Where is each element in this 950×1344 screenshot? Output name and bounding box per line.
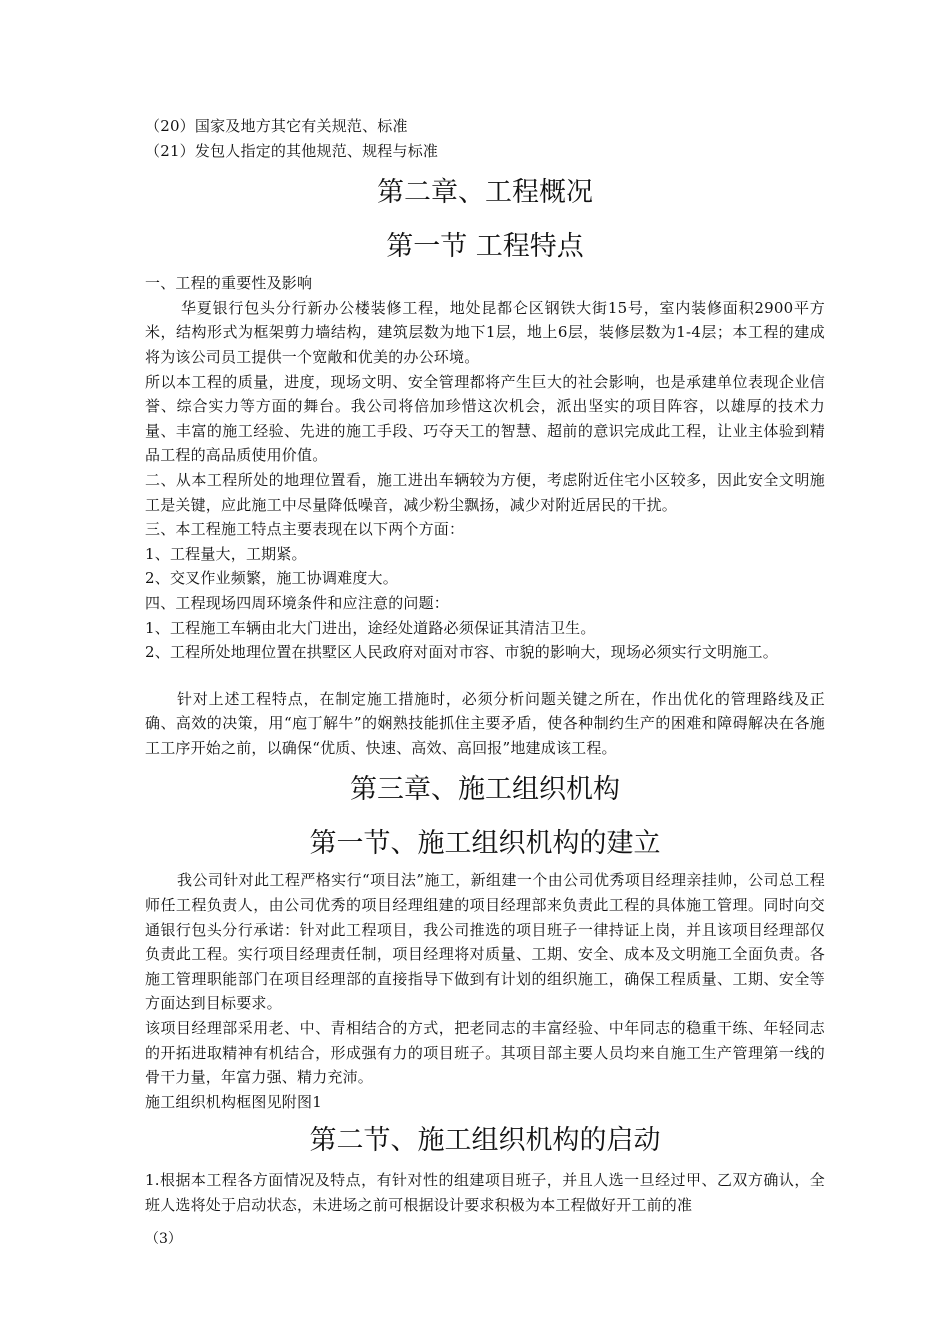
list-item: （20）国家及地方其它有关规范、标准 <box>145 117 408 135</box>
paragraph: 该项目经理部采用老、中、青相结合的方式，把老同志的丰富经验、中年同志的稳重干练、年轻同志的开拓进取精神有机结合，形成强有力的项目班子。其项目部主要人员均来自施工生产管理第一线的骨干力量，年富力强、精力充沛。 <box>145 1019 825 1087</box>
paragraph: 四、工程现场四周环境条件和应注意的问题： <box>145 593 450 612</box>
paragraph: 所以本工程的质量，进度，现场文明、安全管理都将产生巨大的社会影响，也是承建单位表现企业信誉、综合实力等方面的舞台。我公司将倍加珍惜这次机会，派出坚实的项目阵容，以雄厚的技术力量、丰富的施工经验、先进的施工手段、巧夺天工的智慧、超前的意识完成此工程，让业主体验到精品工程的高品质使用价值。 <box>145 372 825 465</box>
paragraph: 我公司针对此工程严格实行“项目法”施工，新组建一个由公司优秀项目经理亲挂帅，公司总工程师任工程负责人，由公司优秀的项目经理组建的项目经理部来负责此工程的具体施工管理。同时向交通银行包头分行承诺：针对此工程项目，我公司推选的项目班子一律持证上岗，并且该项目经理部仅负责此工程。实行项目经理责任制，项目经理将对质量、工期、安全、成本及文明施工全面负责。各施工管理职能部门在项目经理部的直接指导下做到有计划的组织施工，确保工程质量、工期、安全等方面达到目标要求。 <box>145 871 825 1013</box>
paragraph: 华夏银行包头分行新办公楼装修工程，地处昆都仑区钢铁大街15号，室内装修面积2900平方米，结构形式为框架剪力墙结构，建筑层数为地下1层，地上6层，装修层数为1-4层；本工程的建成将为该公司员工提供一个宽敞和优美的办公环境。 <box>145 298 825 366</box>
section-title: 第一节、施工组织机构的建立 <box>309 828 661 860</box>
paragraph: 二、从本工程所处的地理位置看，施工进出车辆较为方便，考虑附近住宅小区较多，因此安全文明施工是关键，应此施工中尽量降低噪音，减少粉尘飘扬，减少对附近居民的干扰。 <box>145 470 825 514</box>
list-item: 2、交叉作业频繁，施工协调难度大。 <box>145 569 398 588</box>
page-number: （3） <box>145 1231 182 1247</box>
paragraph: 1.根据本工程各方面情况及特点，有针对性的组建项目班子，并且人选一旦经过甲、乙双方确认，全班人选将处于启动状态，未进场之前可根据设计要求积极为本工程做好开工前的准 <box>145 1171 825 1214</box>
list-item: 1、工程量大，工期紧。 <box>145 544 307 563</box>
document-body <box>145 114 825 1218</box>
paragraph: 三、本工程施工特点主要表现在以下两个方面： <box>145 520 465 539</box>
section-title: 第一节 工程特点 <box>386 231 584 263</box>
chapter-title: 第二章、工程概况 <box>377 177 593 209</box>
paragraph: 针对上述工程特点，在制定施工措施时，必须分析问题关键之所在，作出优化的管理路线及正确、高效的决策，用“庖丁解牛”的娴熟技能抓住主要矛盾，使各种制约生产的困难和障碍解决在各施工工序开始之前，以确保“优质、快速、高效、高回报”地建成该工程。 <box>145 689 825 757</box>
subheading: 一、工程的重要性及影响 <box>145 274 313 293</box>
paragraph: 施工组织机构框图见附图1 <box>145 1092 322 1111</box>
list-item: （21）发包人指定的其他规范、规程与标准 <box>145 141 439 160</box>
list-item: 2、工程所处地理位置在拱墅区人民政府对面对市容、市貌的影响大，现场必须实行文明施工。 <box>145 643 778 662</box>
section-title: 第二节、施工组织机构的启动 <box>309 1125 661 1157</box>
chapter-title: 第三章、施工组织机构 <box>350 774 620 806</box>
list-item: 1、工程施工车辆由北大门进出，途经处道路必须保证其清洁卫生。 <box>145 618 596 637</box>
